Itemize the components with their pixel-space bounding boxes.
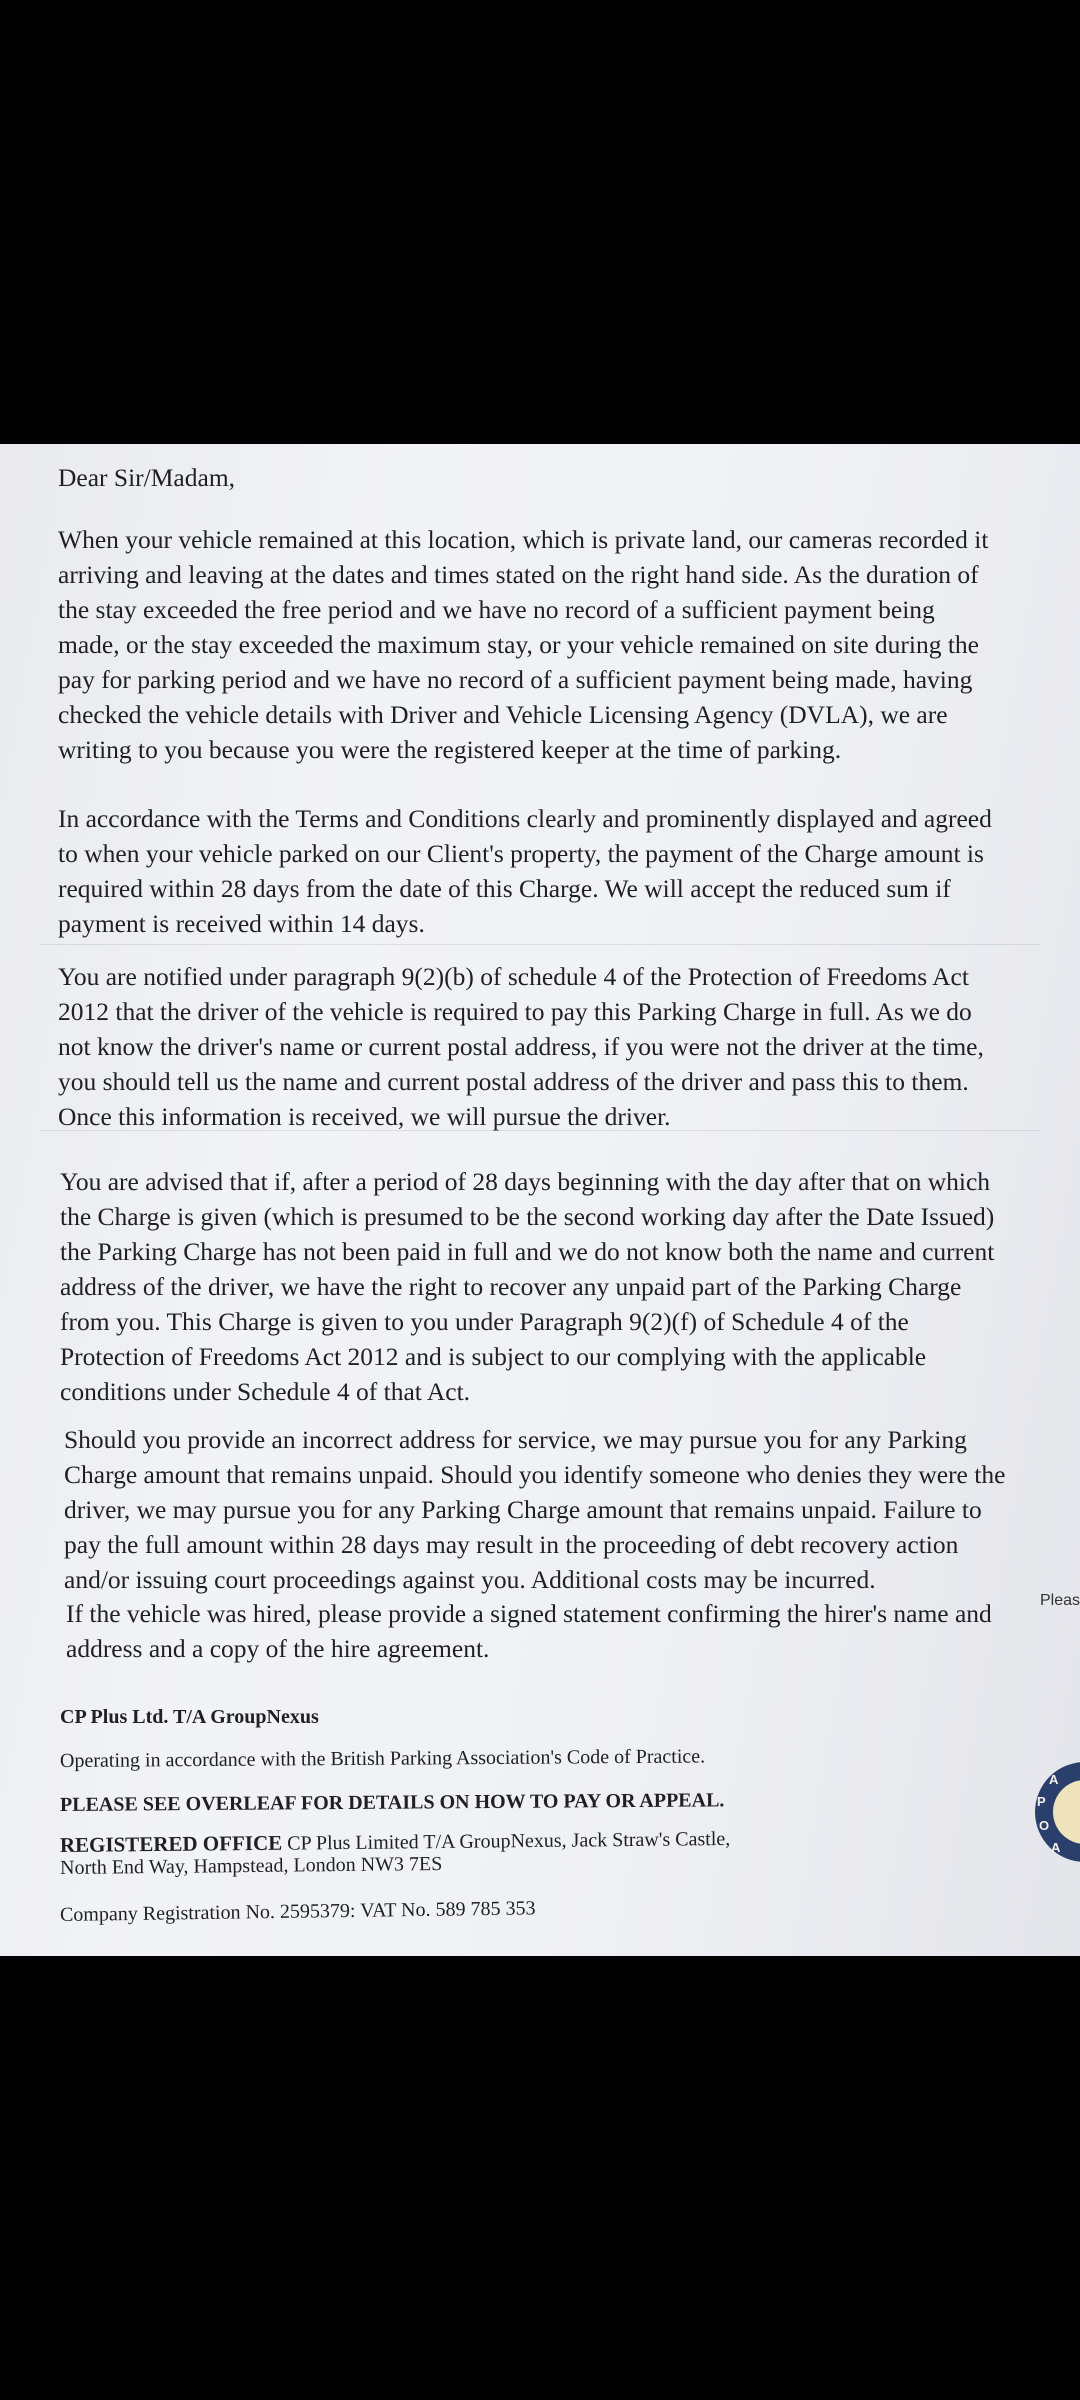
registered-office-label: REGISTERED OFFICE [59, 1830, 283, 1857]
text-line: not know the driver's name or current postal address, if you were not the driver at the time, [58, 1032, 984, 1061]
text-line: to when your vehicle parked on our Client's property, the payment of the Charge amount is [58, 839, 984, 868]
paragraph-4 [60, 1164, 1040, 1409]
text-line: payment is received within 14 days. [58, 909, 425, 938]
bpa-seal-logo [1035, 1762, 1080, 1862]
text-line: checked the vehicle details with Driver and Vehicle Licensing Agency (DVLA), we are [58, 700, 948, 729]
seal-letter: A [1049, 1772, 1059, 1787]
company-name: CP Plus Ltd. T/A GroupNexus [60, 1706, 319, 1728]
text-line: the Parking Charge has not been paid in full and we do not know both the name and current [60, 1237, 995, 1266]
text-line: Once this information is received, we will pursue the driver. [58, 1102, 671, 1131]
text-line: Should you provide an incorrect address for service, we may pursue you for any Parking [64, 1425, 967, 1454]
text-line: 2012 that the driver of the vehicle is required to pay this Parking Charge in full. As we do [58, 997, 972, 1026]
text-line: You are advised that if, after a period of 28 days beginning with the day after that on which [60, 1167, 991, 1196]
letter-greeting: Dear Sir/Madam, [58, 463, 236, 492]
seal-center [1053, 1780, 1080, 1844]
text-line: Protection of Freedoms Act 2012 and is subject to our complying with the applicable [60, 1342, 927, 1371]
parking-charge-letter [0, 444, 1080, 1956]
see-overleaf-note: PLEASE SEE OVERLEAF FOR DETAILS ON HOW TO PAY OR APPEAL. [59, 1789, 725, 1816]
text-line: You are notified under paragraph 9(2)(b) of schedule 4 of the Protection of Freedoms Act [58, 962, 969, 991]
seal-letter: P [1037, 1794, 1046, 1809]
paragraph-1 [58, 522, 1038, 767]
text-line: address of the driver, we have the right to recover any unpaid part of the Parking Charge [60, 1272, 962, 1301]
registered-office-line-1: CP Plus Limited T/A GroupNexus, Jack Straw's Castle, [282, 1827, 731, 1855]
text-line: If the vehicle was hired, please provide a signed statement confirming the hirer's name and [66, 1599, 992, 1628]
paper-fold-line [40, 944, 1040, 945]
text-line: When your vehicle remained at this location, which is private land, our cameras recorded it [58, 525, 989, 554]
text-line: In accordance with the Terms and Conditions clearly and prominently displayed and agreed [58, 804, 992, 833]
code-of-practice-note: Operating in accordance with the British Parking Association's Code of Practice. [59, 1745, 706, 1772]
text-line: required within 28 days from the date of this Charge. We will accept the reduced sum if [58, 874, 951, 903]
seal-letter: A [1051, 1840, 1061, 1855]
company-registration: Company Registration No. 2595379: VAT No. 589 785 353 [59, 1897, 536, 1926]
text-line: the Charge is given (which is presumed to be the second working day after the Date Issued) [60, 1202, 995, 1231]
text-line: arriving and leaving at the dates and times stated on the right hand side. As the duration of [58, 560, 979, 589]
text-line: pay the full amount within 28 days may result in the proceeding of debt recovery action [64, 1530, 959, 1559]
paragraph-6 [66, 1596, 1046, 1666]
text-line: pay for parking period and we have no record of a sufficient payment being made, having [58, 665, 973, 694]
text-line: made, or the stay exceeded the maximum stay, or your vehicle remained on site during the [58, 630, 980, 659]
registered-office [60, 1827, 731, 1879]
text-line: from you. This Charge is given to you under Paragraph 9(2)(f) of Schedule 4 of the [60, 1307, 909, 1336]
text-line: driver, we may pursue you for any Parking Charge amount that remains unpaid. Failure to [64, 1495, 982, 1524]
paragraph-3 [58, 959, 1038, 1134]
cut-off-side-text: Pleas [1039, 1592, 1080, 1609]
seal-letter: O [1039, 1818, 1050, 1833]
registered-office-line-2: North End Way, Hampstead, London NW3 7ES [60, 1852, 443, 1879]
text-line: address and a copy of the hire agreement. [66, 1634, 490, 1663]
paragraph-5 [64, 1422, 1044, 1597]
text-line: conditions under Schedule 4 of that Act. [60, 1377, 471, 1406]
text-line: you should tell us the name and current postal address of the driver and pass this to them. [58, 1067, 969, 1096]
text-line: and/or issuing court proceedings against you. Additional costs may be incurred. [64, 1565, 876, 1594]
text-line: writing to you because you were the registered keeper at the time of parking. [58, 735, 842, 764]
text-line: the stay exceeded the free period and we have no record of a sufficient payment being [58, 595, 935, 624]
paragraph-2 [58, 801, 1038, 941]
text-line: Charge amount that remains unpaid. Should you identify someone who denies they were the [64, 1460, 1006, 1489]
